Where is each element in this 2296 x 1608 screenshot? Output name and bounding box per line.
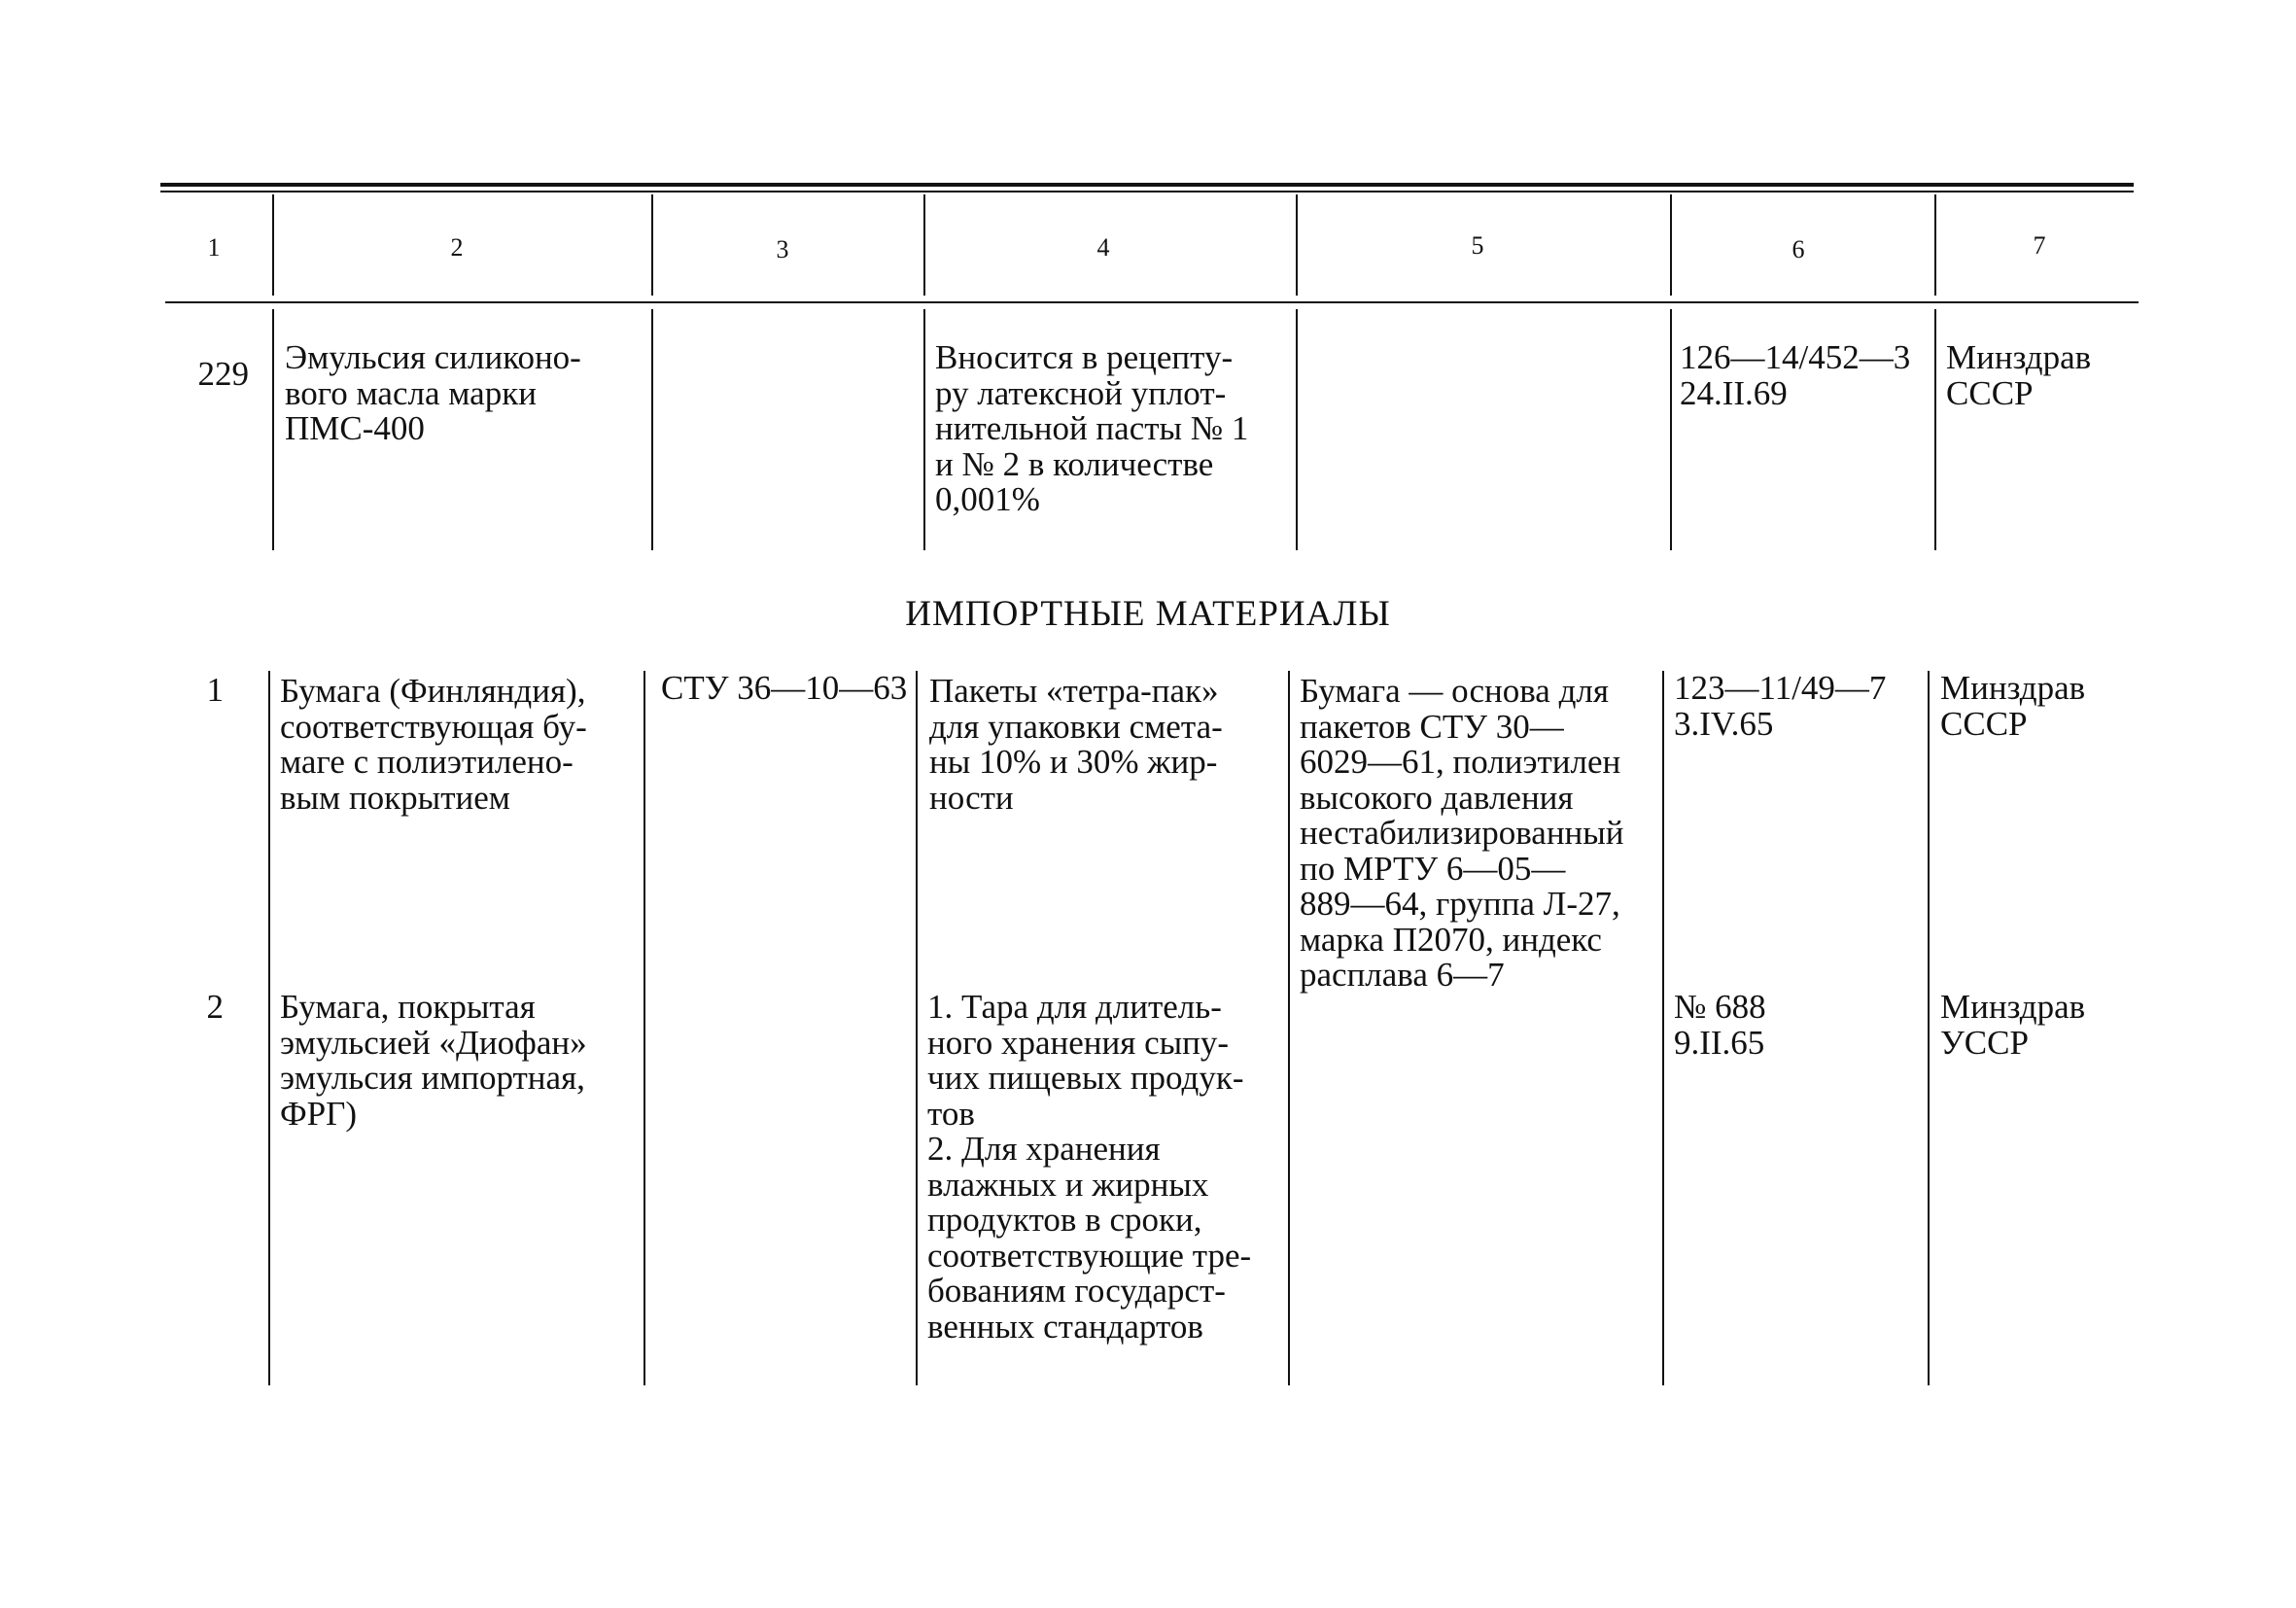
section-title: ИМПОРТНЫЕ МАТЕРИАЛЫ [905, 594, 1391, 634]
cell-authority: Минздрав СССР [1946, 338, 2092, 412]
cell-application: Пакеты «тетра-пак» для упаковки смета- ны 10% и 30% жир- ности [929, 672, 1223, 817]
cell-material: Бумага (Финляндия), соответствующая бу- маге с полиэтилено- вым покрытием [280, 672, 587, 817]
column-divider [1934, 309, 1936, 550]
header-divider [1296, 194, 1298, 296]
column-divider [1928, 671, 1930, 1385]
cell-material: Бумага, покрытая эмульсией «Диофан» эмульсия импортная, ФРГ) [280, 988, 587, 1133]
table-top-rule [160, 183, 2134, 187]
column-header-6: 6 [1792, 235, 1805, 263]
header-divider [1670, 194, 1672, 296]
header-bottom-rule [165, 301, 2139, 303]
cell-application: 1. Тара для длитель- ного хранения сыпу- чих пищевых продук- тов 2. Для хранения влажных и жирных продуктов в сроки, соответствующие тре- бованиям государст- венных стандартов [927, 988, 1252, 1346]
column-divider [923, 309, 925, 550]
row-number: 2 [206, 988, 224, 1026]
column-header-7: 7 [2033, 231, 2046, 260]
cell-standard: СТУ 36—10—63 [661, 669, 908, 707]
row-number: 1 [206, 671, 224, 709]
column-divider [268, 671, 270, 1385]
column-divider [644, 671, 645, 1385]
column-header-4: 4 [1096, 233, 1110, 262]
header-divider [272, 194, 274, 296]
cell-permit-number: 123—11/49—7 3.IV.65 [1674, 669, 1887, 743]
cell-application: Вносится в рецепту- ру латексной уплот- нительной пасты № 1 и № 2 в количестве 0,001% [935, 338, 1249, 518]
cell-composition: Бумага — основа для пакетов СТУ 30— 6029—61, полиэтилен высокого давления нестабилизированный по МРТУ 6—05— 889—64, группа Л-27, марка П2070, индекс расплава 6—7 [1300, 672, 1624, 994]
column-divider [651, 309, 653, 550]
column-divider [272, 309, 274, 550]
column-divider [1288, 671, 1290, 1385]
column-divider [916, 671, 918, 1385]
cell-material: Эмульсия силиконо- вого масла марки ПМС-400 [285, 338, 581, 447]
header-divider [923, 194, 925, 296]
column-header-3: 3 [776, 235, 789, 263]
cell-permit-number: 126—14/452—3 24.II.69 [1680, 338, 1911, 412]
column-header-5: 5 [1471, 231, 1484, 260]
cell-authority: Минздрав УССР [1940, 988, 2086, 1062]
column-divider [1662, 671, 1664, 1385]
cell-permit-number: № 688 9.II.65 [1674, 988, 1766, 1062]
column-header-1: 1 [207, 233, 221, 262]
column-divider [1670, 309, 1672, 550]
table-top-rule-thin [160, 191, 2134, 192]
row-number: 229 [197, 355, 249, 393]
cell-authority: Минздрав СССР [1940, 669, 2086, 743]
column-header-2: 2 [450, 233, 464, 262]
header-divider [1934, 194, 1936, 296]
header-divider [651, 194, 653, 296]
column-divider [1296, 309, 1298, 550]
